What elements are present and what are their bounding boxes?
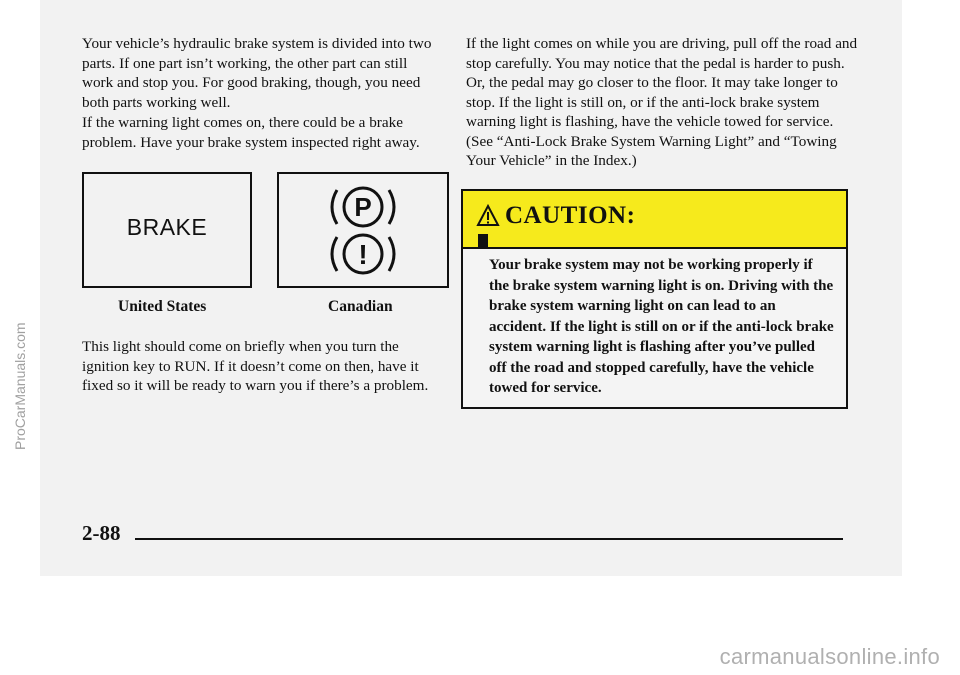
warning-light-paragraph: If the warning light comes on, there could be a brake problem. Have your brake system inspected right away. [82,114,420,151]
caution-box [461,189,848,409]
brake-light-label: BRAKE [126,214,208,240]
svg-text:!: ! [358,239,368,270]
us-brake-light-box [82,172,252,288]
svg-text:P: P [354,192,372,222]
driving-light-paragraph: If the light comes on while you are driving, pull off the road and stop carefully. You may notice that the pedal is harder to push. Or, the pedal may go closer to the floor. It may take longer to stop. If the light is still on, or if the anti-lock brake system warning light is flashing, have the vehicle towed for service. (See “Anti-Lock Brake System Warning Light” and “Towing Your Vehicle” in the Index.) [466,35,858,169]
page-number: 2-88 [82,521,121,545]
caution-title: CAUTION: [505,202,636,229]
warning-triangle-icon [476,203,500,247]
canadian-brake-symbols-icon [279,174,447,286]
caution-body-text: Your brake system may not be working properly if the brake system warning light is on. Driving with the brake system warning light on can lead to an accident. If the light is still on or if the anti-lock brake system warning light is flashing after you’ve pulled off the road and stopped carefully, have the vehicle towed for service. [489,257,834,396]
caution-header [463,191,846,249]
ignition-paragraph: This light should come on briefly when you turn the ignition key to RUN. If it doesn’t come on then, have it fixed so it will be ready to warn you if there’s a problem. [82,338,429,394]
footer-rule [135,538,843,540]
hydraulic-brake-paragraph: Your vehicle’s hydraulic brake system is divided into two parts. If one part isn’t working, the other part can still work and stop you. For good braking, though, you need both parts working well. [82,35,432,111]
canadian-brake-light-box [277,172,449,288]
canadian-caption: Canadian [328,298,393,315]
us-caption: United States [118,298,207,315]
bottom-watermark: carmanualsonline.info [719,644,940,669]
side-watermark: ProCarManuals.com [12,322,28,450]
